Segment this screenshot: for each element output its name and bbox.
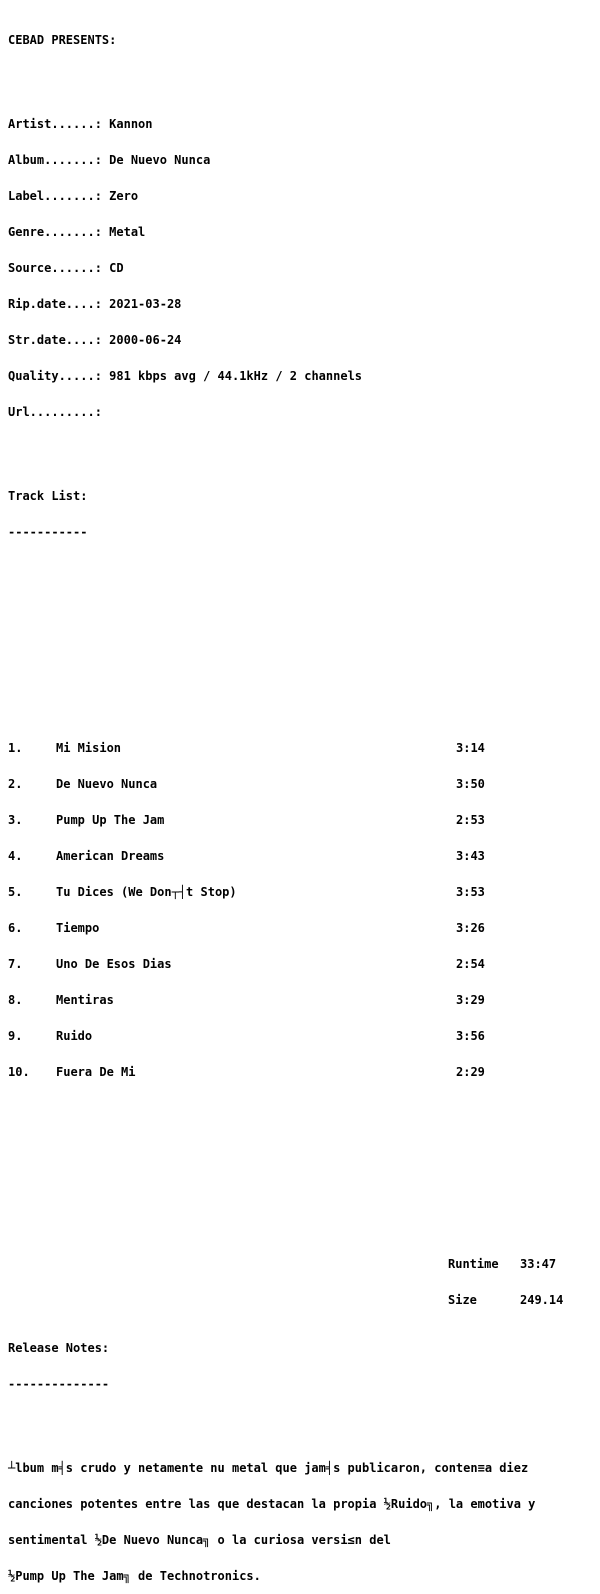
- info-label: Rip.date....:: [8, 297, 102, 311]
- track-row: [8, 1066, 600, 1078]
- spacer: [8, 1414, 600, 1426]
- info-label: Str.date....:: [8, 333, 102, 347]
- info-value: 2021-03-28: [109, 297, 182, 311]
- track-title: Pump Up The Jam: [56, 813, 165, 827]
- track-title: Mi Mision: [56, 741, 122, 755]
- track-row: [8, 778, 600, 790]
- spacer: [8, 598, 600, 610]
- info-value: Zero: [109, 189, 139, 203]
- notes-underline: --------------: [8, 1377, 110, 1391]
- track-number: 7.: [8, 957, 23, 971]
- track-duration: 3:14: [456, 741, 485, 755]
- runtime-label: Runtime: [448, 1257, 499, 1271]
- notes-line: sentimental ½De Nuevo Nunca╗ o la curiosa versi≤n del: [8, 1533, 391, 1547]
- track-title: Tiempo: [56, 921, 100, 935]
- info-label: Url.........:: [8, 405, 102, 419]
- track-row: [8, 850, 600, 862]
- spacer: [8, 634, 600, 646]
- header-title: CEBAD PRESENTS:: [8, 33, 117, 47]
- track-row: [8, 958, 600, 970]
- spacer: [8, 70, 600, 82]
- track-title: Fuera De Mi: [56, 1065, 136, 1079]
- track-duration: 2:54: [456, 957, 485, 971]
- track-row: [8, 814, 600, 826]
- spacer: [8, 1174, 600, 1186]
- notes-heading: Release Notes:: [8, 1341, 110, 1355]
- tracklist-heading: Track List:: [8, 489, 88, 503]
- notes-line: ┴lbum m╡s crudo y netamente nu metal que jam╡s publicaron, conten≡a diez: [8, 1461, 529, 1475]
- info-album: [8, 154, 600, 166]
- nfo-document: [8, 10, 600, 1594]
- tracklist-underline: -----------: [8, 525, 88, 539]
- size-value: 249.14: [520, 1293, 564, 1307]
- info-value: CD: [109, 261, 124, 275]
- track-duration: 3:50: [456, 777, 485, 791]
- track-duration: 2:29: [456, 1065, 485, 1079]
- track-duration: 3:43: [456, 849, 485, 863]
- track-title: Uno De Esos Dias: [56, 957, 172, 971]
- info-str-date: [8, 334, 600, 346]
- track-duration: 3:53: [456, 885, 485, 899]
- info-label: Genre.......:: [8, 225, 102, 239]
- track-duration: 3:29: [456, 993, 485, 1007]
- track-number: 5.: [8, 885, 23, 899]
- track-number: 8.: [8, 993, 23, 1007]
- size-label: Size: [448, 1293, 477, 1307]
- spacer: [8, 454, 600, 466]
- track-row: [8, 922, 600, 934]
- info-label: Quality.....:: [8, 369, 102, 383]
- info-quality: [8, 370, 600, 382]
- track-row: [8, 742, 600, 754]
- info-label: Source......:: [8, 261, 102, 275]
- track-number: 10.: [8, 1065, 30, 1079]
- track-title: Ruido: [56, 1029, 93, 1043]
- info-label-row: [8, 190, 600, 202]
- info-label: Album.......:: [8, 153, 102, 167]
- track-number: 4.: [8, 849, 23, 863]
- track-title: Mentiras: [56, 993, 114, 1007]
- info-rip-date: [8, 298, 600, 310]
- info-value: Metal: [109, 225, 146, 239]
- spacer: [8, 670, 600, 682]
- runtime-value: 33:47: [520, 1257, 557, 1271]
- track-list: [8, 718, 600, 1102]
- track-number: 3.: [8, 813, 23, 827]
- spacer: [8, 1138, 600, 1150]
- track-row: [8, 1030, 600, 1042]
- info-value: Kannon: [109, 117, 153, 131]
- size-row: [8, 1294, 600, 1306]
- info-url: [8, 406, 600, 418]
- spacer: [8, 562, 600, 574]
- track-duration: 3:56: [456, 1029, 485, 1043]
- track-duration: 2:53: [456, 813, 485, 827]
- spacer: [8, 1210, 600, 1222]
- runtime-row: [8, 1258, 600, 1270]
- track-title: Tu Dices (We Don┬┤t Stop): [56, 885, 237, 899]
- track-row: [8, 994, 600, 1006]
- track-row: [8, 886, 600, 898]
- track-number: 1.: [8, 741, 23, 755]
- info-genre: [8, 226, 600, 238]
- info-value: 981 kbps avg / 44.1kHz / 2 channels: [109, 369, 363, 383]
- info-value: 2000-06-24: [109, 333, 182, 347]
- info-value: De Nuevo Nunca: [109, 153, 211, 167]
- info-label: Artist......:: [8, 117, 102, 131]
- track-duration: 3:26: [456, 921, 485, 935]
- info-source: [8, 262, 600, 274]
- track-number: 2.: [8, 777, 23, 791]
- track-number: 9.: [8, 1029, 23, 1043]
- notes-line: canciones potentes entre las que destacan la propia ½Ruido╗, la emotiva y: [8, 1497, 536, 1511]
- notes-line: ½Pump Up The Jam╗ de Technotronics.: [8, 1569, 261, 1583]
- track-title: De Nuevo Nunca: [56, 777, 158, 791]
- track-number: 6.: [8, 921, 23, 935]
- track-title: American Dreams: [56, 849, 165, 863]
- info-label: Label.......:: [8, 189, 102, 203]
- info-artist: [8, 118, 600, 130]
